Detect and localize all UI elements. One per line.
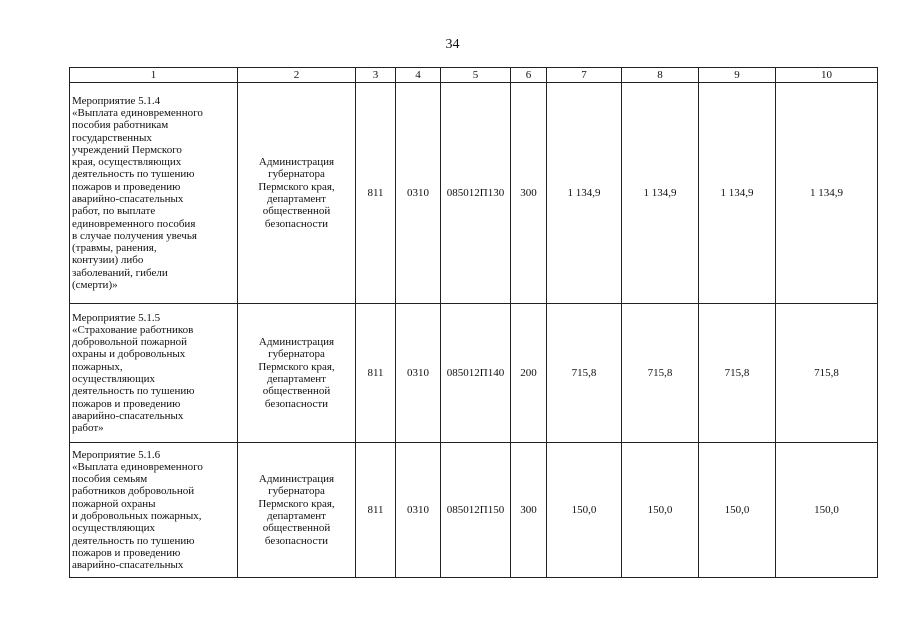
activity-description: Мероприятие 5.1.5 «Страхование работников добровольной пожарной охраны и добровольных пожарных, осуществляющих деятельность по тушению пожаров и проведению аварийно-спасательных работ» (70, 304, 238, 443)
amount-cell: 715,8 (622, 304, 699, 443)
table-row (70, 304, 878, 443)
column-header: 6 (511, 68, 547, 83)
amount-cell: 150,0 (622, 443, 699, 578)
executor-cell: Администрация губернатора Пермского края, департамент общественной безопасности (238, 443, 356, 578)
amount-cell: 1 134,9 (547, 83, 622, 304)
amount-cell: 715,8 (776, 304, 878, 443)
column-header: 5 (441, 68, 511, 83)
expense-type-code: 300 (511, 83, 547, 304)
table-row (70, 443, 878, 578)
amount-cell: 150,0 (699, 443, 776, 578)
executor-cell: Администрация губернатора Пермского края, департамент общественной безопасности (238, 304, 356, 443)
grbs-code: 811 (356, 304, 396, 443)
executor-cell: Администрация губернатора Пермского края, департамент общественной безопасности (238, 83, 356, 304)
activity-description: Мероприятие 5.1.4 «Выплата единовременного пособия работникам государственных учреждений Пермского края, осуществляющих деятельность по тушению пожаров и проведению аварийно-спасательных работ, по выплате единовременного пособия в случае получения увечья (травмы, ранения, контузии) либо заболеваний, гибели (смерти)» (70, 83, 238, 304)
column-header: 2 (238, 68, 356, 83)
target-article-code: 085012П140 (441, 304, 511, 443)
table-row (70, 83, 878, 304)
amount-cell: 150,0 (547, 443, 622, 578)
column-header: 10 (776, 68, 878, 83)
grbs-code: 811 (356, 443, 396, 578)
header-row (70, 68, 878, 83)
section-code: 0310 (396, 443, 441, 578)
section-code: 0310 (396, 83, 441, 304)
amount-cell: 150,0 (776, 443, 878, 578)
column-header: 9 (699, 68, 776, 83)
grbs-code: 811 (356, 83, 396, 304)
amount-cell: 1 134,9 (622, 83, 699, 304)
page-number: 34 (445, 37, 460, 52)
section-code: 0310 (396, 304, 441, 443)
amount-cell: 715,8 (547, 304, 622, 443)
column-header: 7 (547, 68, 622, 83)
column-header: 8 (622, 68, 699, 83)
column-header: 1 (70, 68, 238, 83)
amount-cell: 1 134,9 (776, 83, 878, 304)
column-header: 4 (396, 68, 441, 83)
activity-description: Мероприятие 5.1.6 «Выплата единовременного пособия семьям работников добровольной пожарной охраны и добровольных пожарных, осуществляющих деятельность по тушению пожаров и проведению аварийно-спасательных (70, 443, 238, 578)
amount-cell: 1 134,9 (699, 83, 776, 304)
expense-type-code: 300 (511, 443, 547, 578)
amount-cell: 715,8 (699, 304, 776, 443)
expense-type-code: 200 (511, 304, 547, 443)
column-header: 3 (356, 68, 396, 83)
target-article-code: 085012П150 (441, 443, 511, 578)
target-article-code: 085012П130 (441, 83, 511, 304)
budget-table (69, 67, 878, 578)
